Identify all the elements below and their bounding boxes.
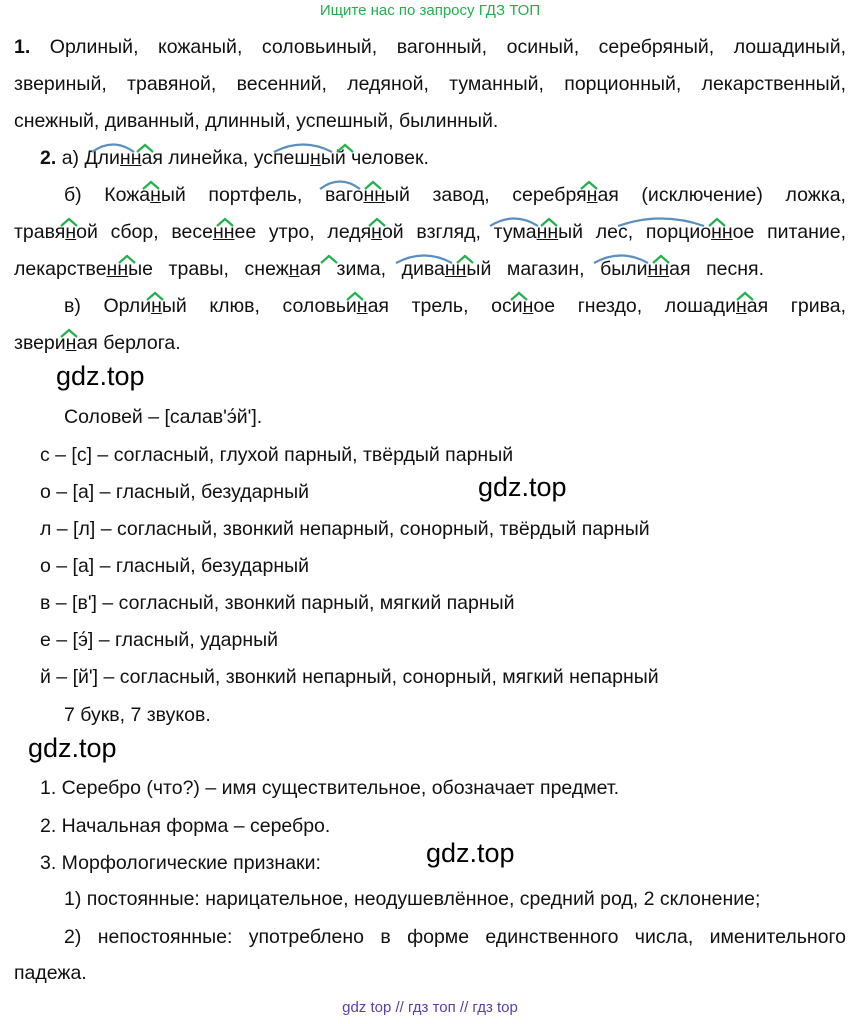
text: ая (исключение) ложка, (597, 184, 846, 206)
suffix-hat-icon (364, 180, 382, 190)
suffix-n: н (310, 147, 321, 169)
suffix-nn: нн (119, 147, 142, 169)
phonetic-row: о – [а] – гласный, безударный (40, 555, 309, 577)
text: ая берлога. (76, 332, 181, 354)
phonetic-row: й – [й'] – согласный, звонкий непарный, сонорный, мягкий непарный (40, 666, 659, 688)
morph-sub-2-cont: падежа. (14, 962, 87, 984)
text: травя (14, 221, 66, 243)
text: в) Орли (64, 295, 152, 317)
root-arc-icon (318, 176, 362, 190)
phonetic-row: о – [а] – гласный, безударный (40, 481, 309, 503)
suffix-hat-icon (540, 217, 558, 227)
root-arc-icon (616, 213, 706, 227)
suffix-hat-icon (736, 291, 754, 301)
suffix-hat-icon (346, 291, 364, 301)
text: ая зима, дива (299, 258, 445, 280)
suffix-n: н (356, 295, 368, 317)
phonetic-row: в – [в'] – согласный, звонкий парный, мягкий парный (40, 592, 515, 614)
task2-line-2 (64, 184, 846, 207)
suffix-n: н (65, 332, 77, 354)
suffix-hat-icon (368, 217, 386, 227)
morph-sub-1: 1) постоянные: нарицательное, неодушевлённое, средний род, 2 склонение; (64, 888, 761, 910)
suffix-n: н (522, 295, 534, 317)
header-search-link[interactable]: Ищите нас по запросу ГДЗ ТОП (319, 2, 541, 19)
phonetic-row: е – [э́] – гласный, ударный (40, 629, 279, 651)
suffix-n: н (735, 295, 747, 317)
phonetic-row: с – [с] – согласный, глухой парный, твёрдый парный (40, 444, 514, 466)
phonetic-summary: 7 букв, 7 звуков. (64, 704, 211, 726)
suffix-hat-icon (510, 291, 528, 301)
suffix-n: н (288, 258, 300, 280)
suffix-nn: нн (647, 258, 670, 280)
suffix-hat-icon (146, 291, 164, 301)
suffix-n: н (586, 184, 598, 206)
suffix-hat-icon (136, 143, 154, 153)
suffix-n: н (151, 295, 162, 317)
watermark: gdz.top (56, 361, 145, 391)
watermark: gdz.top (28, 733, 117, 763)
text: ые травы, снеж (128, 258, 289, 280)
text: лекарстве (14, 258, 107, 280)
task2-line-5 (64, 295, 846, 318)
suffix-hat-icon (336, 143, 354, 153)
task2-number: 2. (40, 147, 57, 169)
root-arc-icon (394, 250, 454, 264)
morph-item-3: 3. Морфологические признаки: (40, 852, 321, 874)
suffix-hat-icon (60, 217, 78, 227)
suffix-hat-icon (118, 254, 136, 264)
text: а) Дли (61, 147, 120, 169)
suffix-n: н (65, 221, 77, 243)
suffix-hat-icon (216, 217, 234, 227)
root-arc-icon (272, 139, 334, 153)
suffix-nn: нн (711, 221, 733, 243)
suffix-nn: нн (212, 221, 235, 243)
text: ая линейка, успеш (141, 147, 311, 169)
text: ый завод, серебря (385, 184, 587, 206)
text: ая трель, оси (367, 295, 523, 317)
task1-number: 1. (14, 36, 31, 58)
text: ый клюв, соловьи (161, 295, 357, 317)
phonetic-title: Соловей – [салав'э́й']. (64, 406, 263, 428)
root-arc-icon (592, 250, 650, 264)
suffix-n: н (150, 184, 161, 206)
task1-text: Орлиный, кожаный, соловьиный, вагонный, осиный, серебряный, лошадиный, (49, 36, 847, 58)
suffix-hat-icon (320, 254, 338, 264)
text: ая песня. (669, 258, 764, 280)
task1-line-3: снежный, диванный, длинный, успешный, былинный. (14, 110, 499, 132)
suffix-hat-icon (708, 217, 726, 227)
text: ый человек. (320, 147, 429, 169)
root-arc-icon (488, 213, 540, 227)
text: б) Кожа (64, 184, 151, 206)
morph-sub-2: 2) непостоянные: употреблено в форме единственного числа, именительного (64, 926, 846, 948)
suffix-nn: нн (444, 258, 467, 280)
suffix-hat-icon (456, 254, 474, 264)
suffix-nn: нн (536, 221, 559, 243)
text: ое гнездо, лошади (533, 295, 736, 317)
text: ый портфель, ваго (160, 184, 364, 206)
task1-line-1 (14, 36, 846, 59)
text: ой сбор, весе (76, 221, 213, 243)
text: ая грива, (746, 295, 847, 317)
watermark: gdz.top (478, 472, 567, 502)
suffix-hat-icon (142, 180, 160, 190)
suffix-n: н (371, 221, 382, 243)
task1-line-2: звериный, травяной, весенний, ледяной, туманный, порционный, лекарственный, (14, 73, 846, 95)
watermark: gdz.top (426, 838, 515, 868)
text: ое питание, (732, 221, 847, 243)
text: ый магазин, были (466, 258, 648, 280)
suffix-nn: нн (363, 184, 385, 206)
text: ый лес, порцио (558, 221, 712, 243)
task2-line-6 (14, 332, 181, 355)
morph-item-1: 1. Серебро (что?) – имя существительное, обозначает предмет. (40, 777, 620, 799)
suffix-nn: нн (106, 258, 129, 280)
suffix-hat-icon (652, 254, 670, 264)
phonetic-row: л – [л] – согласный, звонкий непарный, сонорный, твёрдый парный (40, 518, 650, 540)
text: звери (14, 332, 66, 354)
text: ой взгляд, тума (381, 221, 537, 243)
footer-links[interactable]: gdz top // гдз топ // гдз top (342, 999, 518, 1016)
suffix-hat-icon (60, 328, 78, 338)
suffix-hat-icon (580, 180, 598, 190)
root-arc-icon (90, 139, 136, 153)
morph-item-2: 2. Начальная форма – серебро. (40, 815, 331, 837)
text: ее утро, ледя (234, 221, 372, 243)
